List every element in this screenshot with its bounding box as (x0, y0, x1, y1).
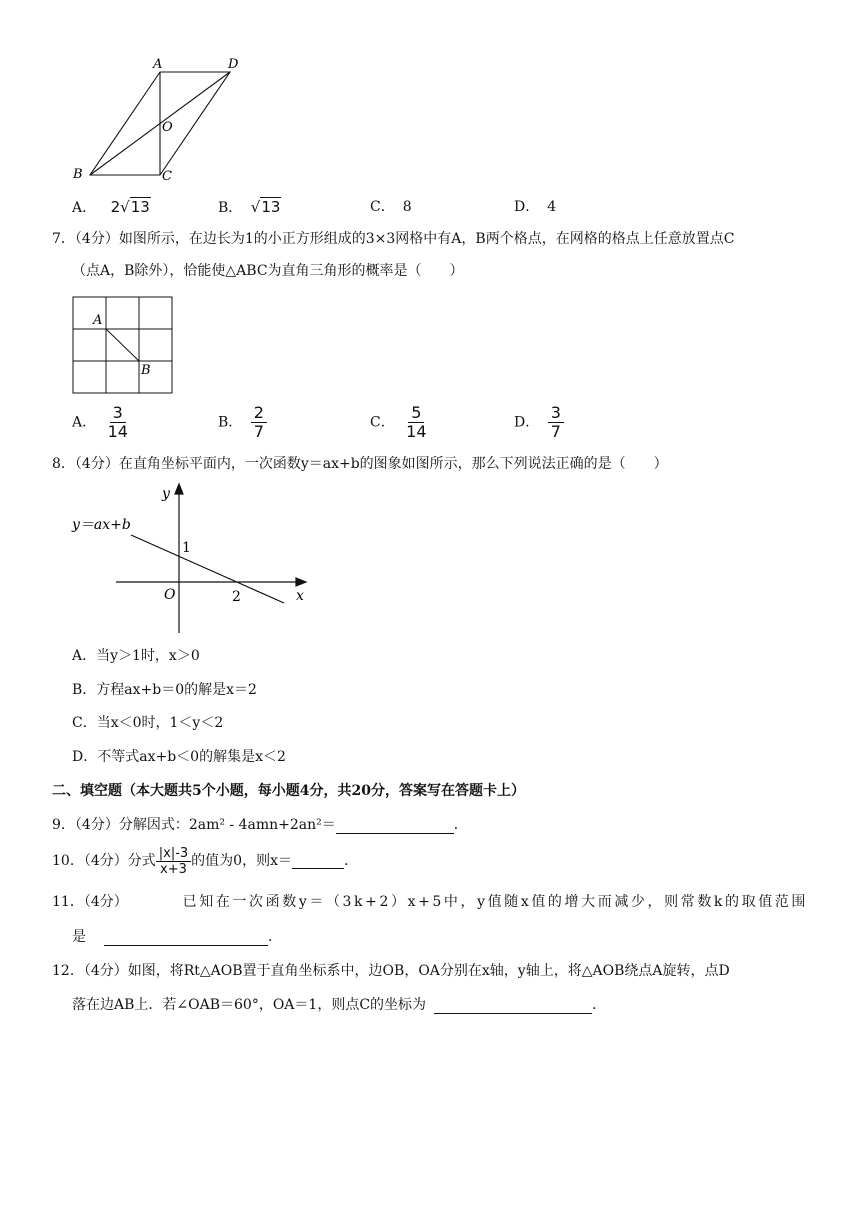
q8-option-a: A．当y＞1时，x＞0 (72, 648, 200, 664)
q6-option-a: A． 2√13 (72, 198, 150, 216)
graph-line-label: y＝ax+b (72, 517, 131, 533)
grid-label-b: B (141, 363, 151, 378)
q9-answer-blank[interactable] (336, 819, 454, 834)
graph-x-intercept-label: 2 (232, 589, 241, 605)
q6-option-d: D． 4 (514, 199, 557, 215)
q12-stem-line2: 落在边AB上．若∠OAB＝60°，OA＝1，则点C的坐标为 ． (72, 997, 607, 1013)
q7-option-a: A． $\frac{3}{14}$ (72, 403, 128, 441)
q10-stem: 10．（4分）分式 $\frac{|x|-3}{x+3}$ 的值为0，则x＝ ． (52, 845, 358, 877)
section-heading: 二、填空题（本大题共5个小题，每小题4分，共20分，答案写在答题卡上） (52, 783, 525, 799)
label-a: A (153, 57, 163, 72)
q8-option-d: D．不等式ax+b＜0的解集是x＜2 (72, 749, 286, 765)
q8-option-b: B．方程ax+b＝0的解是x＝2 (72, 682, 257, 698)
q6-option-c: C． 8 (370, 199, 412, 215)
q6-option-b: B． √13 (218, 198, 281, 216)
q7-option-c: C． $\frac{5}{14}$ (370, 403, 427, 441)
linear-function-graph (66, 478, 316, 638)
grid-figure (70, 294, 176, 396)
label-o: O (162, 120, 173, 135)
graph-y-axis-label: y (162, 486, 170, 502)
q7-stem-line1: 7．（4分）如图所示，在边长为1的小正方形组成的3×3网格中有A，B两个格点，在网格的格点上任意放置点C (52, 231, 735, 247)
label-c: C (162, 169, 172, 184)
graph-x-axis-label: x (296, 588, 304, 604)
graph-origin-label: O (164, 587, 176, 603)
q12-answer-blank[interactable] (434, 999, 592, 1014)
parallelogram-figure (60, 52, 260, 187)
graph-y-intercept-label: 1 (182, 540, 191, 556)
q11-stem-line2: 是 ． (72, 929, 282, 945)
q7-option-b: B． $\frac{2}{7}$ (218, 404, 267, 441)
q11-answer-blank[interactable] (104, 931, 268, 946)
label-b: B (73, 167, 83, 182)
q7-option-d: D． $\frac{3}{7}$ (514, 404, 564, 441)
label-d: D (228, 57, 239, 72)
q12-stem-line1: 12．（4分）如图，将Rt△AOB置于直角坐标系中，边OB，OA分别在x轴，y轴上，将△AOB绕点A旋转，点D (52, 963, 730, 979)
q11-stem-line1: 11．（4分） 已知在一次函数y＝（3k+2）x+5中，y值随x值的增大而减少，则常数k的取值范围 (52, 894, 808, 910)
q8-option-c: C．当x＜0时，1＜y＜2 (72, 715, 224, 731)
q10-answer-blank[interactable] (292, 854, 344, 869)
q9-stem: 9．（4分）分解因式：2am² - 4amn+2an²＝ ． (52, 817, 468, 833)
q8-stem: 8．（4分）在直角坐标平面内，一次函数y＝ax+b的图象如图所示，那么下列说法正确的是（ ） (52, 456, 668, 472)
q7-stem-line2: （点A，B除外），恰能使△ABC为直角三角形的概率是（ ） (72, 263, 464, 279)
grid-label-a: A (93, 313, 103, 328)
